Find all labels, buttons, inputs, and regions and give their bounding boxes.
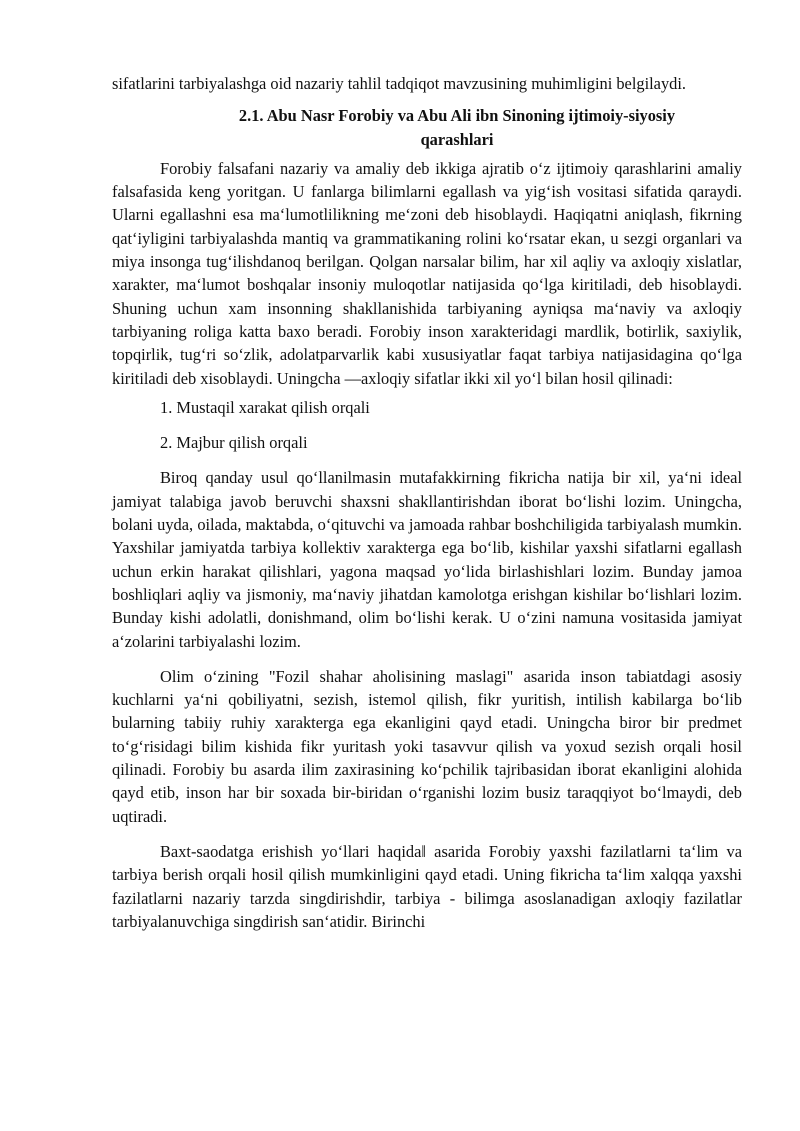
section-heading-line-1: 2.1. Abu Nasr Forobiy va Abu Ali ibn Sinoning ijtimoiy-siyosiy [238,106,676,126]
body-paragraph-3: Olim o‘zining "Fozil shahar aholisining maslagi" asarida inson tabiatdagi asosiy kuchlarni ya‘ni qobiliyatni, sezish, istemol qilish, fikr yuritish, intilish kabilarga bo‘lib bularning tabiiy ruhiy xarakterga ega ekanligini qayd etadi. Uningcha biror bir predmet to‘g‘risidagi bilim kishida fikr yuritash yoki tasavvur qilish va yoxud sezish orqali hosil qilinadi. Forobiy bu asarda ilim zaxirasining ko‘pchilik tajribasidan iborat ekanligini alohida qayd etib, inson har bir soxada bir-biridan o‘rganishi lozim busiz taraqqiyot bo‘lmaydi, deb uqtiradi. [112,666,742,826]
list-item-1: 1. Mustaqil xarakat qilish orqali [160,397,370,417]
section-heading [112,104,742,151]
body-paragraph-2: Biroq qanday usul qo‘llanilmasin mutafakkirning fikricha natija bir xil, ya‘ni ideal jamiyat talabiga javob beruvchi shaxsni shakllantirishdan iborat bo‘lishi lozim. Uningcha, bolani uyda, oilada, maktabda, o‘qituvchi va jamoada rahbar boshchiligida tarbiyalash mumkin. Yaxshilar jamiyatda tarbiya kollektiv xarakterga ega bo‘lib, kishilar yaxshi sifatlarni egallash uchun erkin harakat qilishlari, yagona maqsad yo‘lida birlashishlari lozim. Bunday jamoa boshliqlari aqliy va jismoniy, ma‘naviy jihatdan kamolotga erishgan kishilar bo‘lishlari lozim. Bunday kishi adolatli, donishmand, olim bo‘lishi kerak. U o‘zini namuna vositasida jamiyat a‘zolarini tarbiyalashi lozim. [112,468,742,651]
section-heading-line-2: qarashlari [420,129,494,149]
document-page [112,72,742,933]
intro-paragraph: sifatlarini tarbiyalashga oid nazariy tahlil tadqiqot mavzusining muhimligini belgilaydi. [112,74,687,93]
list-item-2: 2. Majbur qilish orqali [160,433,308,453]
body-paragraph-4: Baxt-saodatga erishish yo‘llari haqida‖ asarida Forobiy yaxshi fazilatlarni ta‘lim va tarbiya berish orqali hosil qilish mumkinligini qayd etadi. Uning fikricha ta‘lim xalqqa yaxshi fazilatlarni nazariy tarzda singdirishdir, tarbiya - bilimga asoslanadigan axloqiy fazilatlar tarbiyalanuvchiga singdirish san‘atidir. Birinchi [112,841,742,931]
body-paragraph-1: Forobiy falsafani nazariy va amaliy deb ikkiga ajratib o‘z ijtimoiy qarashlarini amaliy falsafasida keng yoritgan. U fanlarga bilimlarni egallash va yig‘ish vositasi sifatida qaraydi. Ularni egallashni esa ma‘lumotlilikning me‘zoni deb hisoblaydi. Haqiqatni aniqlash, fikrning qat‘iyligini tarbiyalashda mantiq va grammatikaning rolini ko‘rsatar ekan, u sezgi organlari va miya insonga tug‘ilishdanoq berilgan. Qolgan narsalar bilim, har xil aqliy va axloqiy xislatlar, xarakter, ma‘lumot boshqalar insoniy muloqotlar natijasida qo‘lga kiritiladi, deb hisoblaydi. Shuning uchun xam insonning shakllanishida tarbiyaning ayniqsa ma‘naviy va axloqiy tarbiyaning roliga katta baxo beradi. Forobiy inson xarakteridagi mardlik, botirlik, saxiylik, topqirlik, tug‘ri so‘zlik, adolatparvarlik kabi xususiyatlar faqat tarbiya natijasidagina qo‘lga kiritiladi deb xisoblaydi. Uningcha —axloqiy sifatlar ikki xil yo‘l bilan hosil qilinadi: [112,158,742,388]
